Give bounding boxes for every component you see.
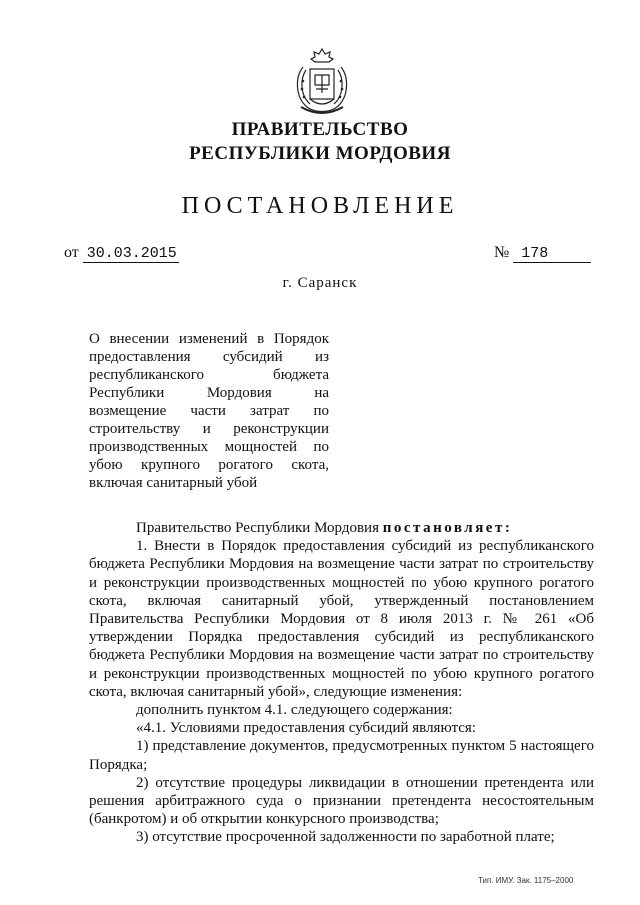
paragraph: 2) отсутствие процедуры ликвидации в отношении претендента или решения арбитражного суда о признании претендента несостоятельным (банкротом) и об открытии конкурсного производства;: [89, 774, 594, 828]
document-title: [89, 330, 329, 492]
number-value: 178: [513, 246, 591, 263]
org-name-line2: РЕСПУБЛИКИ МОРДОВИЯ: [189, 143, 451, 164]
title-line: О внесении изменений в Порядок: [89, 331, 329, 347]
coat-of-arms-icon: [291, 45, 353, 121]
city: г. Саранск: [282, 275, 358, 291]
title-line: республиканского бюджета: [89, 367, 329, 383]
paragraph: 1) представление документов, предусмотренных пунктом 5 настоящего Порядка;: [89, 738, 594, 773]
date-value: 30.03.2015: [83, 246, 179, 263]
print-info: Тип. ИМУ. Зак. 1175–2000: [478, 876, 574, 885]
title-line: убою крупного рогатого скота,: [89, 457, 329, 473]
date-prefix: от: [64, 244, 79, 261]
number-field: [494, 244, 591, 263]
title-line: строительству и реконструкции: [89, 421, 329, 437]
title-line: Республики Мордовия на: [89, 385, 329, 401]
preamble-text: Правительство Республики Мордовия: [136, 520, 383, 536]
title-line: производственных мощностей по: [89, 439, 329, 455]
paragraph: 1. Внести в Порядок предоставления субсидий из республиканского бюджета Республики Мордовия на возмещение части затрат по строительству и реконструкции производственных мощностей по убою крупного рогатого скота, включая санитарный убой, утвержденный постановлением Правительства Республики Мордовия от 8 июля 2013 г. № 261 «Об утверждении Порядка предоставления субсидий из республиканского бюджета Республики Мордовия на возмещение части затрат по строительству и реконструкции производственных мощностей по убою крупного рогатого скота, включая санитарный убой», следующие изменения:: [89, 538, 594, 700]
paragraph: «4.1. Условиями предоставления субсидий являются:: [136, 720, 476, 737]
title-line: возмещение части затрат по: [89, 403, 329, 419]
number-prefix: №: [494, 244, 510, 261]
preamble-decree-word: постановляет:: [382, 520, 513, 536]
title-line: предоставления субсидий из: [89, 349, 329, 365]
document-body: [89, 519, 594, 847]
paragraph: 3) отсутствие просроченной задолженности по заработной плате;: [136, 829, 555, 846]
paragraph: дополнить пунктом 4.1. следующего содержания:: [136, 702, 453, 719]
document-type: ПОСТАНОВЛЕНИЕ: [181, 193, 459, 219]
title-line: включая санитарный убой: [89, 475, 258, 491]
date-field: [64, 244, 179, 263]
preamble: [89, 519, 594, 537]
org-name-line1: ПРАВИТЕЛЬСТВО: [231, 119, 409, 140]
